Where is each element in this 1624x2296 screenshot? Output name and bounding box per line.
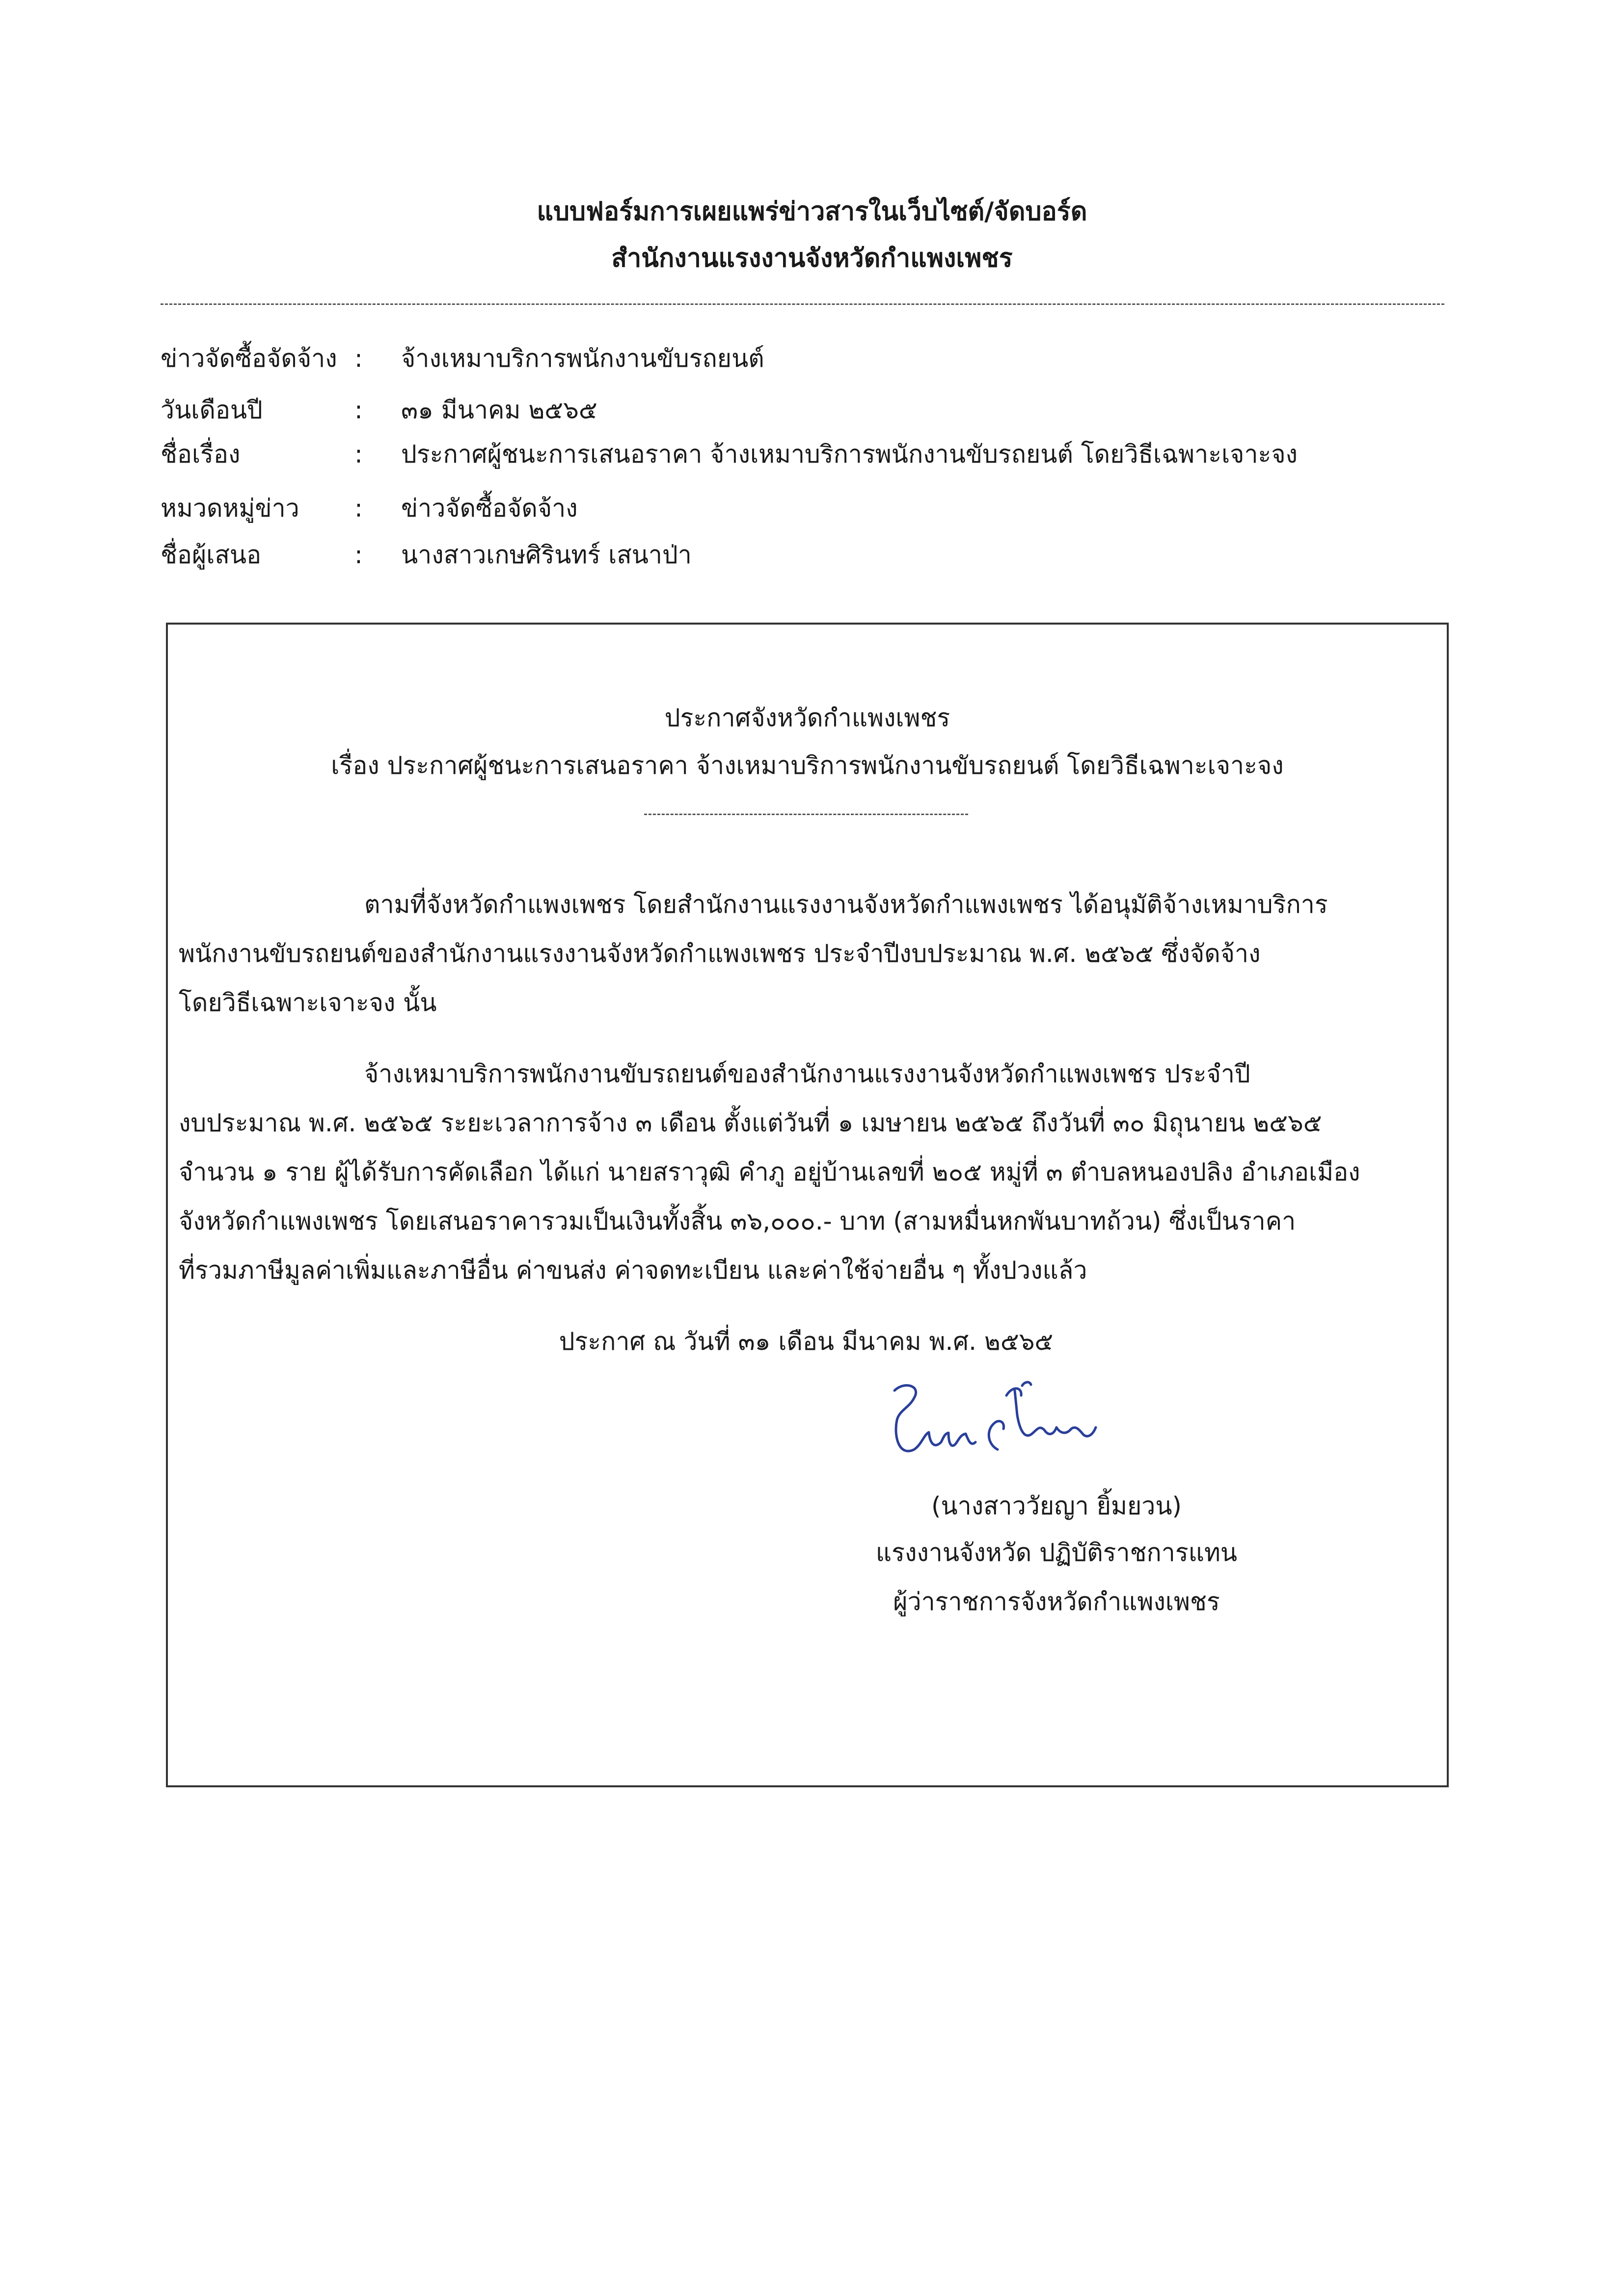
- meta-value: นางสาวเกษศิรินทร์ เสนาป่า: [401, 541, 692, 569]
- meta-row-category: [161, 339, 1486, 378]
- meta-row-subject: [161, 435, 1486, 474]
- office-title: สำนักงานแรงงานจังหวัดกำแพงเพชร: [611, 244, 1013, 273]
- meta-label: ชื่อเรื่อง: [161, 440, 241, 468]
- paragraph-line: โดยวิธีเฉพาะเจาะจง นั้น: [179, 988, 437, 1017]
- signer-position-1: แรงงานจังหวัด ปฏิบัติราชการแทน: [875, 1538, 1238, 1567]
- paragraph-line: จ้างเหมาบริการพนักงานขับรถยนต์ของสำนักงานแรงงานจังหวัดกำแพงเพชร ประจำปี: [364, 1060, 1250, 1088]
- paragraph-line: จังหวัดกำแพงเพชร โดยเสนอราคารวมเป็นเงินทั้งสิ้น ๓๖,๐๐๐.- บาท (สามหมื่นหกพันบาทถ้วน) ซึ่งเป็นราคา: [179, 1207, 1296, 1235]
- paragraph-line: ตามที่จังหวัดกำแพงเพชร โดยสำนักงานแรงงานจังหวัดกำแพงเพชร ได้อนุมัติจ้างเหมาบริการ: [364, 890, 1328, 919]
- meta-value: ๓๑ มีนาคม ๒๕๖๕: [401, 396, 597, 424]
- meta-row-date: [161, 390, 1486, 430]
- meta-row-proposer: [161, 535, 1486, 574]
- announcement-heading: ประกาศจังหวัดกำแพงเพชร: [664, 704, 950, 732]
- meta-label: ชื่อผู้เสนอ: [161, 541, 262, 569]
- meta-label: ข่าวจัดซื้อจัดจ้าง: [161, 344, 337, 373]
- meta-colon: :: [354, 541, 363, 569]
- paragraph-line: งบประมาณ พ.ศ. ๒๕๖๕ ระยะเวลาการจ้าง ๓ เดือน ตั้งแต่วันที่ ๑ เมษายน ๒๕๖๕ ถึงวันที่ ๓๐ มิถุนายน ๒๕๖๕: [179, 1109, 1322, 1137]
- subject-divider: [644, 814, 968, 815]
- header-divider: [161, 303, 1444, 305]
- meta-row-news-category: [161, 489, 1486, 528]
- paragraph-line: พนักงานขับรถยนต์ของสำนักงานแรงงานจังหวัดกำแพงเพชร ประจำปีงบประมาณ พ.ศ. ๒๕๖๕ ซึ่งจัดจ้าง: [179, 939, 1261, 968]
- announce-date: ประกาศ ณ วันที่ ๓๑ เดือน มีนาคม พ.ศ. ๒๕๖๕: [559, 1327, 1054, 1356]
- form-title: แบบฟอร์มการเผยแพร่ข่าวสารในเว็บไซต์/จัดบอร์ด: [537, 197, 1087, 226]
- meta-colon: :: [354, 440, 363, 468]
- announcement-box: [166, 623, 1449, 1787]
- meta-colon: :: [354, 396, 363, 424]
- signature-image: [875, 1376, 1130, 1474]
- meta-label: วันเดือนปี: [161, 396, 263, 424]
- meta-colon: :: [354, 344, 363, 373]
- meta-colon: :: [354, 494, 363, 522]
- signer-position-2: ผู้ว่าราชการจังหวัดกำแพงเพชร: [893, 1587, 1220, 1616]
- paragraph-line: ที่รวมภาษีมูลค่าเพิ่มและภาษีอื่น ค่าขนส่ง ค่าจดทะเบียน และค่าใช้จ่ายอื่น ๆ ทั้งปวงแล้ว: [179, 1256, 1087, 1285]
- meta-value: ข่าวจัดซื้อจัดจ้าง: [401, 494, 578, 522]
- meta-label: หมวดหมู่ข่าว: [161, 494, 299, 522]
- announcement-subject: เรื่อง ประกาศผู้ชนะการเสนอราคา จ้างเหมาบริการพนักงานขับรถยนต์ โดยวิธีเฉพาะเจาะจง: [331, 751, 1284, 780]
- meta-value: ประกาศผู้ชนะการเสนอราคา จ้างเหมาบริการพนักงานขับรถยนต์ โดยวิธีเฉพาะเจาะจง: [401, 440, 1298, 468]
- paragraph-line: จำนวน ๑ ราย ผู้ได้รับการคัดเลือก ได้แก่ นายสราวุฒิ คำภู อยู่บ้านเลขที่ ๒๐๕ หมู่ที่ ๓ ตำบลหนองปลิง อำเภอเมือง: [179, 1158, 1360, 1186]
- signer-name: (นางสาววัยญา ยิ้มยวน): [931, 1492, 1182, 1520]
- meta-value: จ้างเหมาบริการพนักงานขับรถยนต์: [401, 344, 764, 373]
